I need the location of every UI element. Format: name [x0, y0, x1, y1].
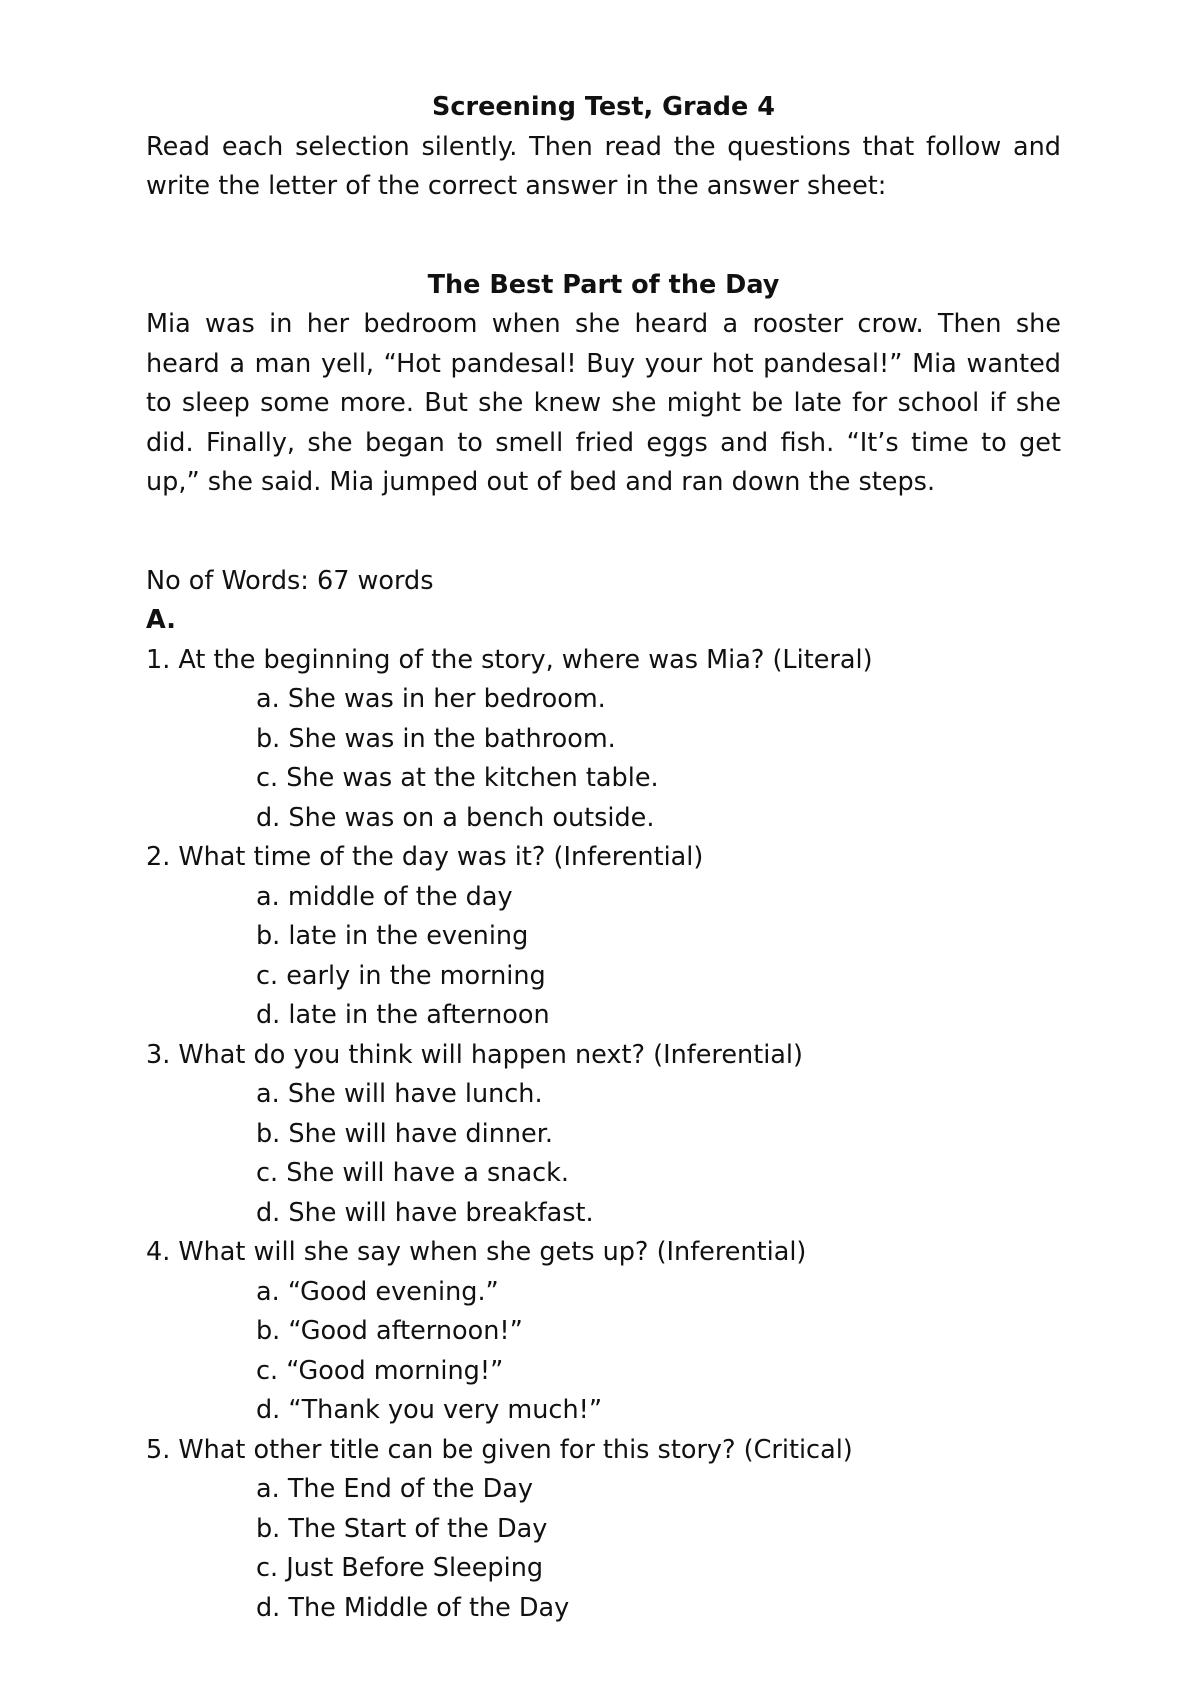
answer-option: b. The Start of the Day [256, 1513, 548, 1544]
document-page [146, 88, 1061, 1628]
test-title: Screening Test, Grade 4 [432, 92, 775, 122]
answer-options [146, 680, 1061, 838]
spacer [146, 207, 1061, 266]
answer-option: a. She was in her bedroom. [256, 684, 606, 714]
answer-options [146, 878, 1061, 1036]
story-title: The Best Part of the Day [427, 269, 780, 300]
question-3 [146, 1036, 1061, 1234]
instructions: Read each selection silently. Then read the questions that follow and write the letter of the correct answer in the answer sheet: [146, 131, 1061, 201]
question-prompt: 4. What will she say when she gets up? (Inferential) [146, 1237, 807, 1267]
answer-options [146, 1075, 1061, 1233]
answer-option: c. “Good morning!” [256, 1355, 504, 1386]
question-prompt: 5. What other title can be given for this story? (Critical) [146, 1434, 853, 1465]
question-2 [146, 838, 1061, 1036]
answer-option: b. “Good afternoon!” [256, 1316, 523, 1346]
answer-option: a. “Good evening.” [256, 1276, 499, 1307]
spacer [146, 503, 1061, 562]
answer-option: d. The Middle of the Day [256, 1592, 570, 1623]
word-count: No of Words: 67 words [146, 565, 434, 596]
answer-option: c. She will have a snack. [256, 1158, 569, 1188]
question-prompt: 1. At the beginning of the story, where was Mia? (Literal) [146, 644, 873, 675]
answer-option: d. She was on a bench outside. [256, 802, 655, 833]
answer-option: c. Just Before Sleeping [256, 1553, 544, 1583]
answer-option: d. “Thank you very much!” [256, 1395, 603, 1425]
answer-options [146, 1273, 1061, 1431]
section-label: A. [146, 605, 176, 635]
answer-option: a. middle of the day [256, 881, 513, 912]
question-prompt: 2. What time of the day was it? (Inferential) [146, 842, 704, 872]
question-prompt: 3. What do you think will happen next? (Inferential) [146, 1039, 803, 1070]
answer-option: a. She will have lunch. [256, 1079, 543, 1109]
answer-option: c. She was at the kitchen table. [256, 763, 659, 793]
question-1 [146, 641, 1061, 839]
answer-option: b. She was in the bathroom. [256, 723, 616, 754]
answer-option: d. She will have breakfast. [256, 1197, 594, 1228]
story-text: Mia was in her bedroom when she heard a rooster crow. Then she heard a man yell, “Hot pandesal! Buy your hot pandesal!” Mia wanted to sleep some more. But she knew she might be late for school if she did. Finally, she began to smell fried eggs and fish. “It’s time to get up,” she said. Mia jumped out of bed and ran down the steps. [146, 309, 1061, 497]
answer-options [146, 1470, 1061, 1628]
answer-option: c. early in the morning [256, 960, 546, 991]
answer-option: b. late in the evening [256, 921, 529, 951]
answer-option: b. She will have dinner. [256, 1118, 553, 1149]
answer-option: a. The End of the Day [256, 1474, 533, 1504]
question-5 [146, 1431, 1061, 1629]
question-4 [146, 1233, 1061, 1431]
answer-option: d. late in the afternoon [256, 1000, 550, 1030]
